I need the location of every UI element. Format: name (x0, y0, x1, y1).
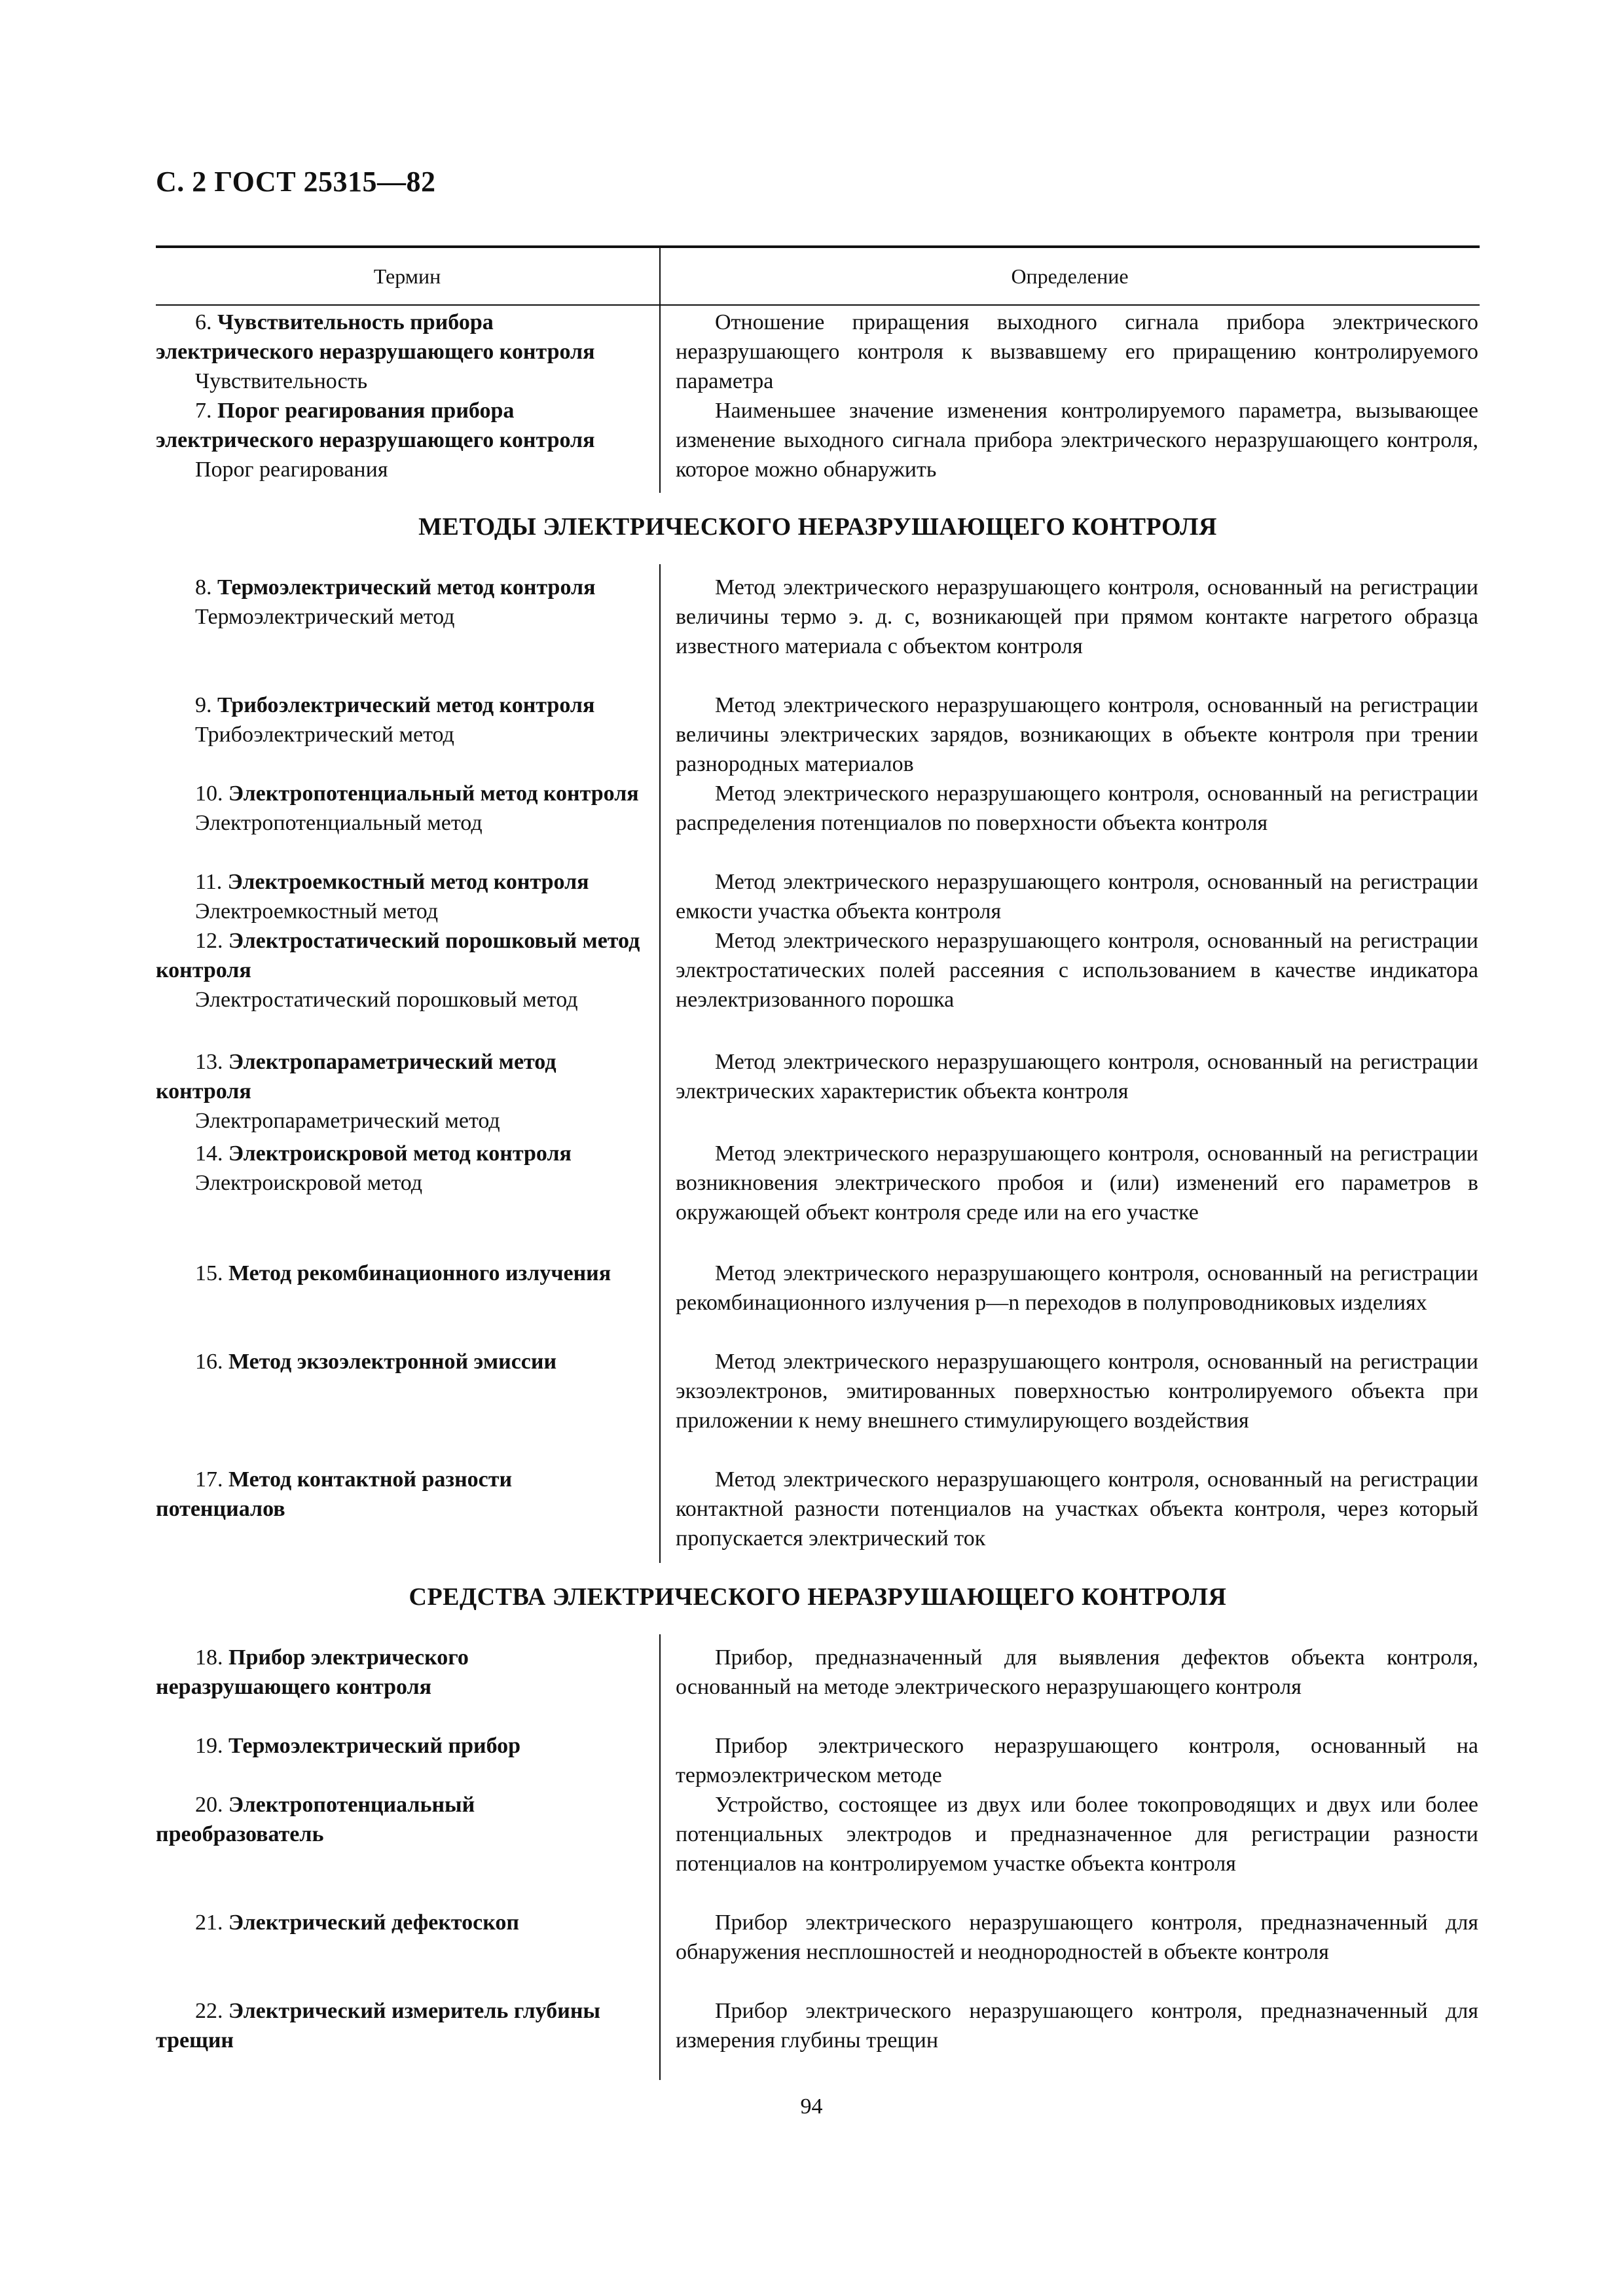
term-name: Прибор электрического неразрушающего контроля (156, 1645, 469, 1699)
term-name: Метод контактной разности потенциалов (156, 1467, 513, 1521)
column-divider (659, 245, 661, 493)
term-short-form: Порог реагирования (195, 457, 388, 482)
definition-cell: Метод электрического неразрушающего контроля, основанный на регистрации возникновения электрического пробоя и (или) изменений его параметров в окружающей объект контроля среде или на его участке (676, 1141, 1478, 1225)
term-number: 9. (195, 693, 217, 717)
term-number: 6. (195, 310, 217, 334)
term-cell (156, 1908, 642, 1937)
column-divider (659, 564, 661, 1563)
term-name: Электроискровой метод контроля (228, 1141, 572, 1166)
definition-cell: Метод электрического неразрушающего контроля, основанный на регистрации контактной разности потенциалов на участках объекта контроля, через который пропускается электрический ток (676, 1467, 1478, 1551)
table-header-term: Термин (373, 264, 441, 288)
term-short-form: Термоэлектрический метод (195, 605, 455, 629)
definition-cell: Прибор электрического неразрушающего контроля, основанный на термоэлектрическом методе (676, 1734, 1478, 1787)
term-cell (156, 1347, 642, 1376)
term-cell (156, 1259, 642, 1288)
term-number: 8. (195, 575, 217, 600)
term-cell (156, 691, 642, 749)
term-number: 7. (195, 399, 217, 423)
term-number: 13. (195, 1050, 228, 1074)
term-cell (156, 1047, 642, 1136)
term-cell (156, 573, 642, 632)
term-name: Термоэлектрический метод контроля (217, 575, 596, 600)
definition-cell: Прибор, предназначенный для выявления дефектов объекта контроля, основанный на методе электрического неразрушающего контроля (676, 1645, 1478, 1699)
term-number: 12. (195, 929, 228, 953)
term-cell (156, 1465, 642, 1524)
term-cell (156, 396, 642, 484)
term-name: Трибоэлектрический метод контроля (217, 693, 595, 717)
term-name: Электростатический порошковый метод контроля (156, 929, 640, 982)
term-cell (156, 926, 642, 1014)
term-name: Термоэлектрический прибор (228, 1734, 521, 1758)
term-number: 19. (195, 1734, 228, 1758)
term-name: Электропараметрический метод контроля (156, 1050, 556, 1103)
term-short-form: Трибоэлектрический метод (195, 723, 454, 747)
definition-cell: Устройство, состоящее из двух или более токопроводящих и двух или более потенциальных электродов и предназначенное для регистрации разности потенциалов на контролируемом участке объекта контроля (676, 1793, 1478, 1876)
term-number: 10. (195, 781, 228, 806)
term-cell (156, 867, 642, 926)
term-number: 22. (195, 1999, 228, 2023)
term-cell (156, 1731, 642, 1761)
term-name: Метод рекомбинационного излучения (228, 1261, 611, 1285)
page-header: С. 2 ГОСТ 25315—82 (156, 166, 436, 198)
definition-cell: Метод электрического неразрушающего контроля, основанный на регистрации распределения потенциалов по поверхности объекта контроля (676, 781, 1478, 835)
term-short-form: Электропотенциальный метод (195, 811, 483, 835)
term-cell (156, 1996, 642, 2055)
term-name: Электропотенциальный преобразователь (156, 1793, 475, 1846)
term-name: Электроемкостный метод контроля (227, 870, 589, 894)
term-short-form: Электростатический порошковый метод (195, 988, 578, 1012)
definition-cell: Метод электрического неразрушающего контроля, основанный на регистрации рекомбинационного излучения p—n переходов в полупроводниковых изделиях (676, 1261, 1478, 1315)
section-title-means: СРЕДСТВА ЭЛЕКТРИЧЕСКОГО НЕРАЗРУШАЮЩЕГО КОНТРОЛЯ (409, 1583, 1227, 1611)
table-header (156, 245, 1480, 306)
definition-cell: Метод электрического неразрушающего контроля, основанный на регистрации экзоэлектронов, эмитированных поверхностью контролируемого объекта при приложении к нему внешнего стимулирующего воздействия (676, 1350, 1478, 1433)
term-number: 14. (195, 1141, 228, 1166)
term-cell (156, 1643, 642, 1702)
term-number: 21. (195, 1910, 228, 1935)
term-short-form: Электроемкостный метод (195, 899, 439, 924)
term-short-form: Чувствительность (195, 369, 368, 393)
term-name: Чувствительность прибора электрического неразрушающего контроля (156, 310, 595, 364)
section-title-methods: МЕТОДЫ ЭЛЕКТРИЧЕСКОГО НЕРАЗРУШАЮЩЕГО КОНТРОЛЯ (418, 513, 1217, 541)
term-name: Электрический дефектоскоп (228, 1910, 520, 1935)
term-name: Метод экзоэлектронной эмиссии (228, 1350, 557, 1374)
term-cell (156, 1790, 642, 1849)
term-short-form: Электропараметрический метод (195, 1109, 500, 1133)
term-name: Электрический измеритель глубины трещин (156, 1999, 600, 2053)
definition-cell: Отношение приращения выходного сигнала прибора электрического неразрушающего контроля к вызвавшему его приращению контролируемого параметра (676, 310, 1478, 393)
term-cell (156, 308, 642, 396)
definition-cell: Метод электрического неразрушающего контроля, основанный на регистрации величины электрических зарядов, возникающих в объекте контроля при трении разнородных материалов (676, 693, 1478, 776)
definition-cell: Прибор электрического неразрушающего контроля, предназначенный для измерения глубины трещин (676, 1999, 1478, 2053)
term-number: 20. (195, 1793, 228, 1817)
term-number: 16. (195, 1350, 228, 1374)
term-number: 15. (195, 1261, 228, 1285)
definition-cell: Наименьшее значение изменения контролируемого параметра, вызывающее изменение выходного сигнала прибора электрического неразрушающего контроля, которое можно обнаружить (676, 399, 1478, 482)
definition-cell: Прибор электрического неразрушающего контроля, предназначенный для обнаружения несплошностей и неоднородностей в объекте контроля (676, 1910, 1478, 1964)
column-divider (659, 1634, 661, 2080)
term-number: 18. (195, 1645, 228, 1670)
term-name: Электропотенциальный метод контроля (228, 781, 639, 806)
term-cell (156, 1139, 642, 1198)
term-number: 11. (195, 870, 228, 894)
table-header-definition: Определение (1011, 264, 1129, 288)
definition-cell: Метод электрического неразрушающего контроля, основанный на регистрации величины термо э. д. с, возникающей при прямом контакте нагретого образца известного материала с объектом контроля (676, 575, 1478, 658)
term-short-form: Электроискровой метод (195, 1171, 423, 1195)
definition-cell: Метод электрического неразрушающего контроля, основанный на регистрации емкости участка объекта контроля (676, 870, 1478, 924)
term-cell (156, 779, 642, 838)
term-name: Порог реагирования прибора электрического неразрушающего контроля (156, 399, 595, 452)
term-number: 17. (195, 1467, 228, 1492)
definition-cell: Метод электрического неразрушающего контроля, основанный на регистрации электростатических полей рассеяния с использованием в качестве индикатора неэлектризованного порошка (676, 929, 1478, 1012)
definition-cell: Метод электрического неразрушающего контроля, основанный на регистрации электрических характеристик объекта контроля (676, 1050, 1478, 1103)
page-number: 94 (800, 2094, 823, 2119)
